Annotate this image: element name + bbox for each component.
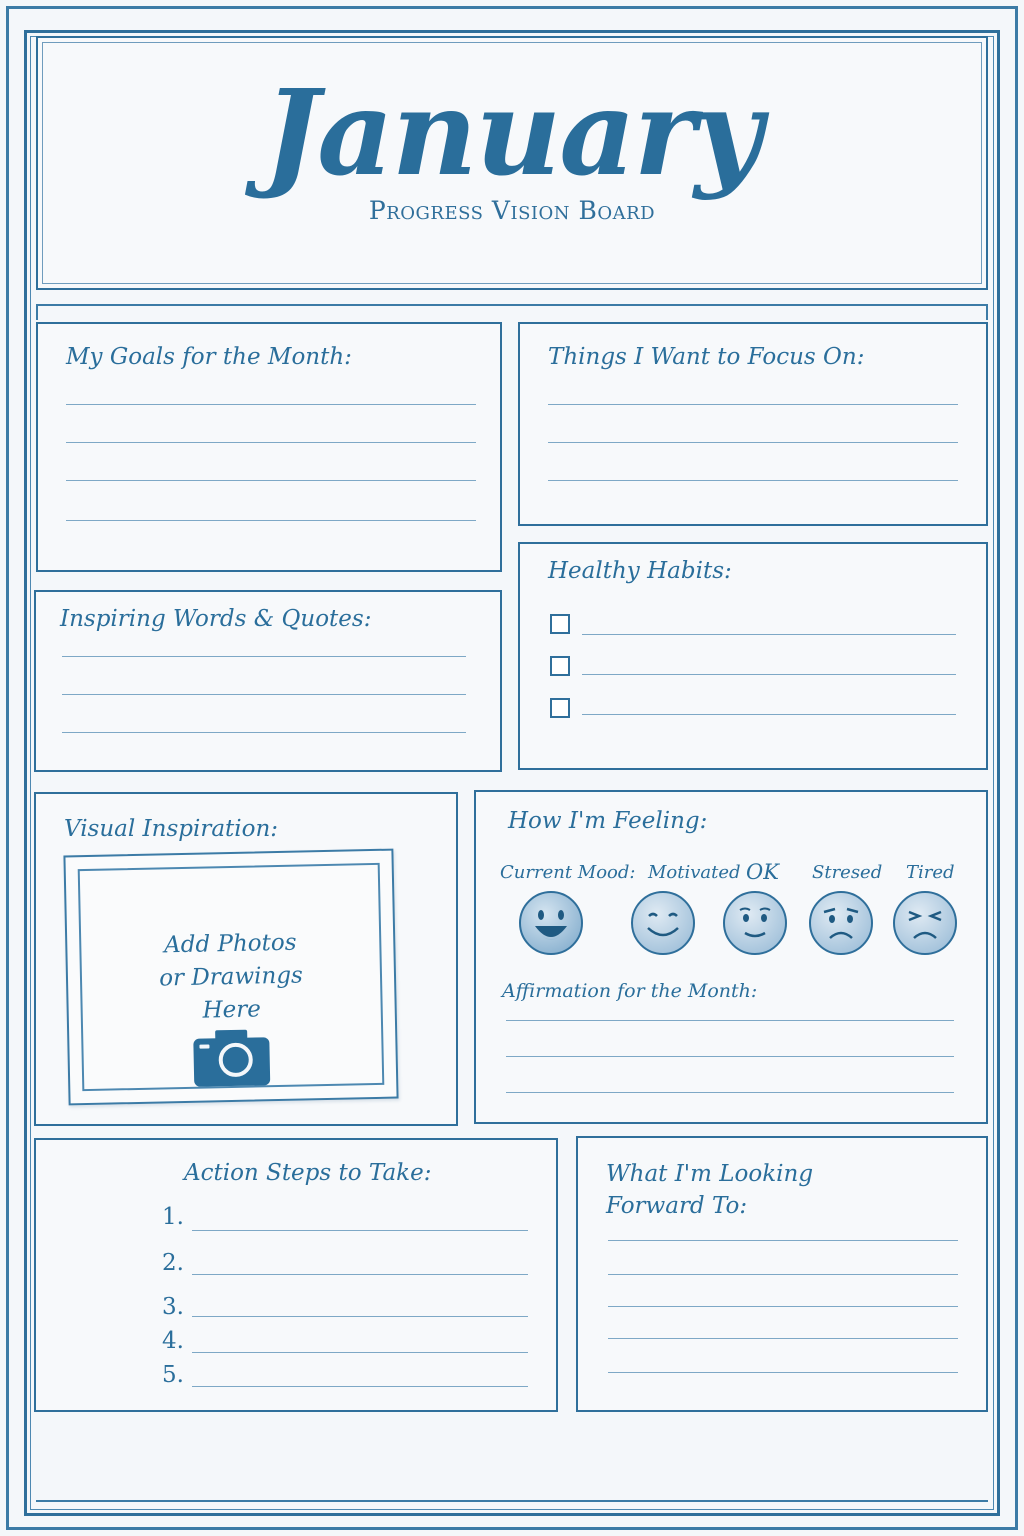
looking-forward-label: What I'm Looking Forward To: — [606, 1161, 814, 1219]
affirmation-line[interactable] — [506, 1092, 954, 1093]
habit-checkbox[interactable] — [550, 656, 570, 676]
visual-label: Visual Inspiration: — [64, 816, 279, 842]
goals-section — [36, 322, 502, 572]
focus-label: Things I Want to Focus On: — [548, 344, 865, 370]
step-number: 3. — [162, 1294, 184, 1320]
photo-placeholder[interactable] — [63, 849, 398, 1106]
action-step-line[interactable] — [192, 1274, 528, 1275]
ok-face-icon[interactable] — [722, 890, 788, 956]
page-title: January — [263, 63, 761, 202]
header-box — [36, 36, 988, 290]
camera-icon — [191, 1027, 272, 1089]
affirmation-label: Affirmation for the Month: — [502, 980, 758, 1002]
tired-face-icon[interactable] — [892, 890, 958, 956]
feeling-section — [474, 790, 988, 1124]
focus-section — [518, 322, 988, 526]
looking-forward-line[interactable] — [608, 1338, 958, 1339]
current-mood-label: Current Mood: — [500, 862, 636, 883]
focus-line[interactable] — [548, 480, 958, 481]
action-step-line[interactable] — [192, 1352, 528, 1353]
affirmation-line[interactable] — [506, 1020, 954, 1021]
habit-checkbox[interactable] — [550, 698, 570, 718]
quotes-label: Inspiring Words & Quotes: — [60, 606, 372, 632]
action-step-line[interactable] — [192, 1316, 528, 1317]
mood-label-stressed: Stresed — [812, 862, 883, 883]
bottom-divider — [36, 1500, 988, 1502]
looking-forward-line[interactable] — [608, 1274, 958, 1275]
photo-placeholder-text: Add Photos or Drawings Here — [158, 929, 304, 1024]
section-divider — [36, 304, 988, 320]
habits-label: Healthy Habits: — [548, 558, 732, 584]
step-number: 2. — [162, 1250, 184, 1276]
looking-forward-line[interactable] — [608, 1306, 958, 1307]
stressed-face-icon[interactable] — [808, 890, 874, 956]
looking-forward-section — [576, 1136, 988, 1412]
mood-label-motivated: Motivated — [648, 862, 741, 883]
goals-label: My Goals for the Month: — [66, 344, 352, 370]
quotes-line[interactable] — [62, 656, 466, 657]
action-steps-section — [34, 1138, 558, 1412]
focus-line[interactable] — [548, 442, 958, 443]
quotes-section — [34, 590, 502, 772]
affirmation-line[interactable] — [506, 1056, 954, 1057]
looking-forward-line[interactable] — [608, 1372, 958, 1373]
step-number: 5. — [162, 1362, 184, 1388]
habit-checkbox[interactable] — [550, 614, 570, 634]
step-number: 4. — [162, 1328, 184, 1354]
mood-label-tired: Tired — [906, 862, 955, 883]
action-step-line[interactable] — [192, 1230, 528, 1231]
habit-line[interactable] — [582, 714, 956, 715]
mood-label-ok: OK — [746, 860, 779, 884]
feeling-label: How I'm Feeling: — [508, 808, 708, 834]
goals-line[interactable] — [66, 442, 476, 443]
habit-line[interactable] — [582, 674, 956, 675]
habit-line[interactable] — [582, 634, 956, 635]
step-number: 1. — [162, 1204, 184, 1230]
focus-line[interactable] — [548, 404, 958, 405]
looking-forward-line[interactable] — [608, 1240, 958, 1241]
action-step-line[interactable] — [192, 1386, 528, 1387]
quotes-line[interactable] — [62, 732, 466, 733]
goals-line[interactable] — [66, 480, 476, 481]
quotes-line[interactable] — [62, 694, 466, 695]
very-happy-face-icon[interactable] — [518, 890, 584, 956]
motivated-face-icon[interactable] — [630, 890, 696, 956]
page-subtitle: Progress Vision Board — [368, 196, 656, 225]
action-steps-label: Action Steps to Take: — [184, 1160, 432, 1186]
goals-line[interactable] — [66, 404, 476, 405]
goals-line[interactable] — [66, 520, 476, 521]
habits-section — [518, 542, 988, 770]
